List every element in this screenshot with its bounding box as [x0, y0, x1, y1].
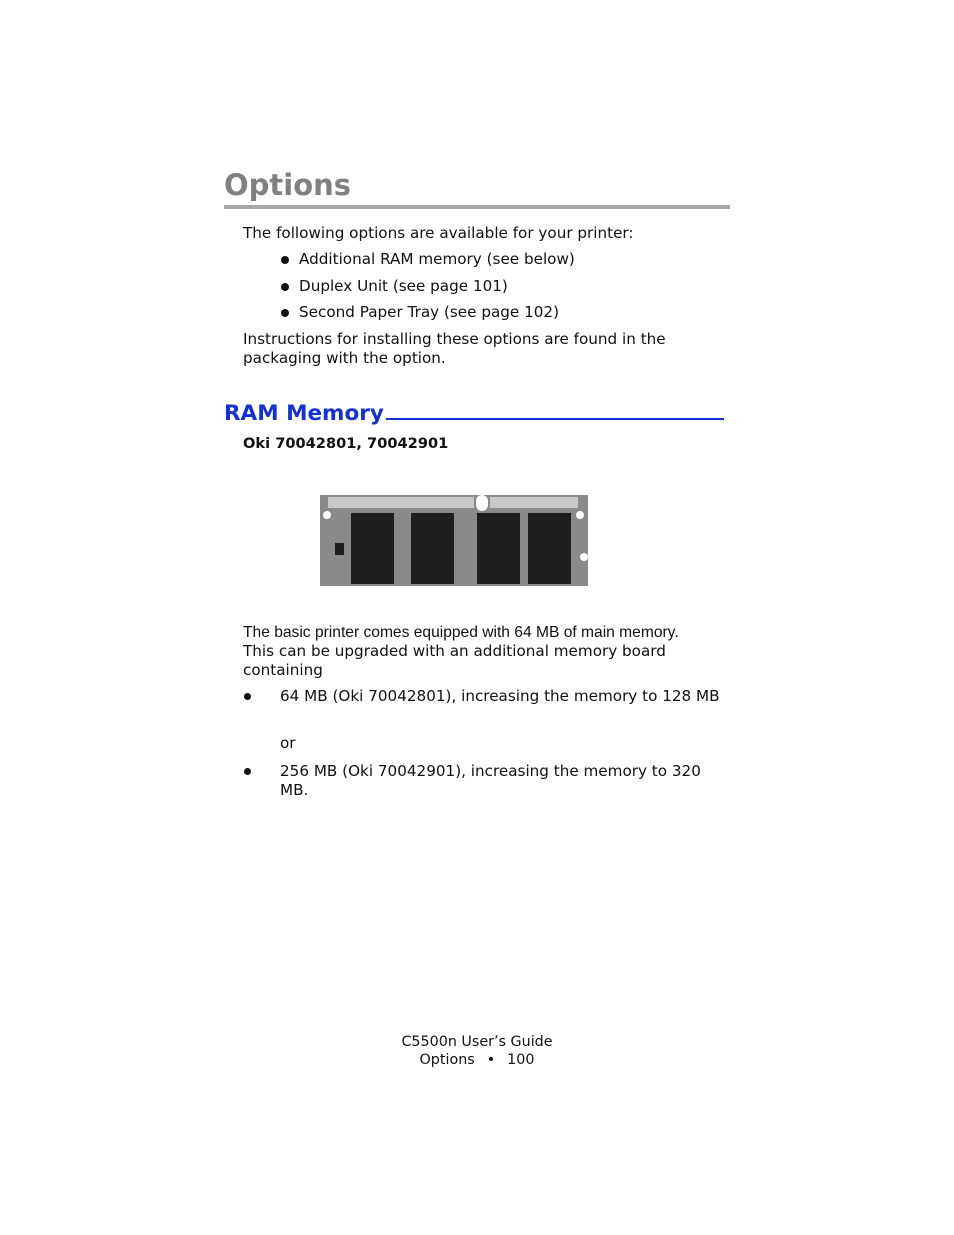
- ram-chip-2: [411, 513, 454, 584]
- list-item: Additional RAM memory (see below): [280, 250, 575, 277]
- list-item: Duplex Unit (see page 101): [280, 277, 575, 304]
- ram-chip-4: [528, 513, 571, 584]
- footer-section: Options: [419, 1052, 475, 1068]
- intro-text: The following options are available for your printer:: [243, 224, 634, 242]
- part-numbers: Oki 70042801, 70042901: [243, 435, 449, 452]
- bullet-icon: [244, 768, 251, 775]
- ram-chip-3: [477, 513, 520, 584]
- bullet-icon: [281, 256, 289, 264]
- memory-paragraph-line1: The basic printer comes equipped with 64 MB of main memory.: [243, 624, 679, 641]
- ram-edge-left: [328, 497, 474, 508]
- ram-notch: [476, 495, 488, 511]
- or-text: or: [280, 734, 296, 752]
- section-title-ram-memory: RAM Memory: [224, 399, 730, 429]
- ram-chip-1: [351, 513, 394, 584]
- ram-hole-right-low: [580, 553, 588, 561]
- footer-page-info: [0, 1051, 954, 1069]
- ram-module-illustration: [320, 495, 588, 586]
- bullet-icon: [244, 693, 251, 700]
- bullet-icon: [281, 283, 289, 291]
- instructions-text: Instructions for installing these options are found in the packaging with the option.: [243, 330, 666, 367]
- footer-guide-title: C5500n User’s Guide: [401, 1034, 553, 1050]
- heading-underline: [386, 418, 724, 420]
- title-rule: [224, 205, 730, 209]
- bullet-icon: [281, 309, 289, 317]
- page-title: Options: [224, 168, 352, 202]
- ram-hole-left: [323, 511, 331, 519]
- ram-small-chip: [335, 543, 344, 555]
- ram-hole-right: [576, 511, 584, 519]
- page-number: 100: [507, 1052, 535, 1068]
- ram-edge-right: [490, 497, 578, 508]
- list-item: Second Paper Tray (see page 102): [280, 303, 575, 330]
- options-list: [280, 250, 575, 330]
- memory-paragraph-rest: This can be upgraded with an additional memory board containing: [243, 642, 666, 679]
- footer-separator: •: [486, 1052, 496, 1068]
